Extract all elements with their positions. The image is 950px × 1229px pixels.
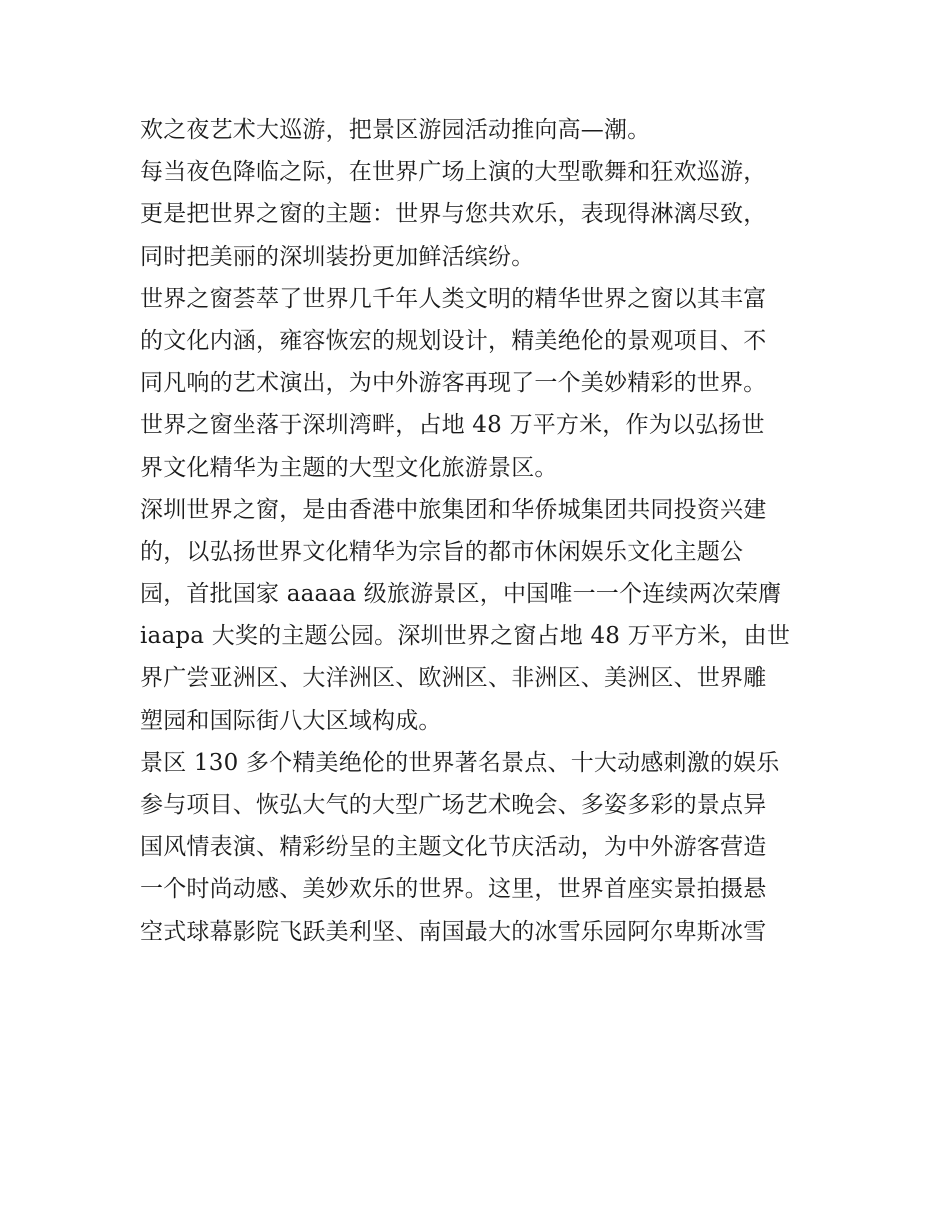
text-line: 同时把美丽的深圳装扮更加鲜活缤纷。 (140, 243, 535, 270)
text-line: 的，以弘扬世界文化精华为宗旨的都市休闲娱乐文化主题公 (140, 538, 744, 565)
text-line: iaapa 大奖的主题公园。深圳世界之窗占地 48 万平方米，由世 (140, 623, 791, 650)
text-line: 世界之窗荟萃了世界几千年人类文明的精华世界之窗以其丰富 (140, 285, 767, 312)
text-line: 世界之窗坐落于深圳湾畔，占地 48 万平方米，作为以弘扬世 (140, 412, 765, 439)
text-line: 的文化内涵，雍容恢宏的规划设计，精美绝伦的景观项目、不 (140, 327, 767, 354)
text-line: 深圳世界之窗，是由香港中旅集团和华侨城集团共同投资兴建 (140, 496, 767, 523)
text-line: 界文化精华为主题的大型文化旅游景区。 (140, 454, 558, 481)
text-line: 欢之夜艺术大巡游，把景区游园活动推向高—潮。 (140, 117, 651, 143)
text-line: 景区 130 多个精美绝伦的世界著名景点、十大动感刺激的娱乐 (140, 749, 780, 776)
text-line: 国风情表演、精彩纷呈的主题文化节庆活动，为中外游客营造 (140, 834, 767, 861)
text-line: 园，首批国家 aaaaa 级旅游景区，中国唯一一个连续两次荣膺 (140, 581, 782, 608)
text-line: 每当夜色降临之际，在世界广场上演的大型歌舞和狂欢巡游， (140, 159, 767, 186)
body-text (140, 109, 820, 953)
text-line: 参与项目、恢弘大气的大型广场艺术晚会、多姿多彩的景点异 (140, 792, 767, 818)
text-line: 塑园和国际街八大区域构成。 (140, 707, 442, 734)
text-line: 更是把世界之窗的主题：世界与您共欢乐，表现得淋漓尽致， (140, 201, 767, 228)
text-line: 一个时尚动感、美妙欢乐的世界。这里，世界首座实景拍摄悬 (140, 876, 767, 903)
text-line: 界广尝亚洲区、大洋洲区、欧洲区、非洲区、美洲区、世界雕 (140, 665, 767, 692)
text-line: 同凡响的艺术演出，为中外游客再现了一个美妙精彩的世界。 (140, 370, 767, 397)
text-line: 空式球幕影院飞跃美利坚、南国最大的冰雪乐园阿尔卑斯冰雪 (140, 918, 767, 945)
